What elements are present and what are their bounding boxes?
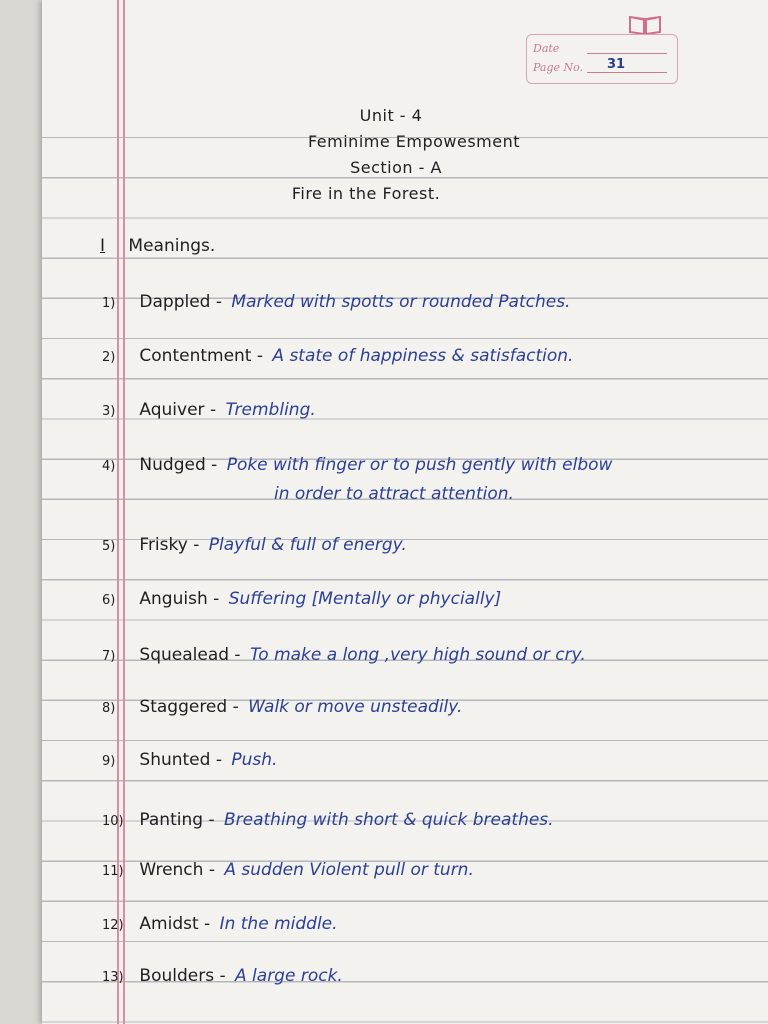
- entry-definition: A large rock.: [235, 966, 343, 986]
- meaning-entry: [102, 810, 554, 830]
- unit-heading: Unit - 4: [359, 106, 423, 125]
- entry-term: Dappled -: [139, 292, 223, 312]
- entry-term: Shunted -: [139, 750, 222, 770]
- entry-term: Squealead -: [139, 645, 241, 665]
- topic-heading: Feminime Empowesment: [307, 132, 521, 151]
- entry-definition-continued: in order to attract attention.: [274, 484, 514, 504]
- lesson-title: Fire in the Forest.: [291, 184, 441, 203]
- entry-number: 12): [102, 918, 124, 933]
- section-heading: Section - A: [350, 158, 442, 177]
- entry-term: Anguish -: [139, 589, 220, 609]
- meaning-entry: [102, 292, 570, 312]
- section-number: I: [100, 236, 106, 256]
- entry-term: Wrench -: [139, 860, 215, 880]
- meaning-entry: [102, 535, 407, 555]
- entry-term: Staggered -: [139, 697, 239, 717]
- date-label: Date: [533, 42, 560, 55]
- open-book-icon: [628, 14, 662, 36]
- entry-number: 8): [102, 701, 116, 716]
- meaning-entry: [102, 966, 343, 986]
- entry-number: 4): [102, 459, 116, 474]
- entry-number: 10): [102, 814, 124, 829]
- date-page-box: [526, 34, 678, 84]
- entry-definition: A state of happiness & satisfaction.: [272, 346, 574, 366]
- meaning-entry: [102, 455, 612, 475]
- meaning-entry: [102, 589, 501, 609]
- entry-term: Panting -: [139, 810, 215, 830]
- entry-definition: Poke with finger or to push gently with elbow: [226, 455, 613, 475]
- entry-definition: A sudden Violent pull or turn.: [224, 860, 474, 880]
- page-number-line: [587, 72, 667, 73]
- entry-definition: Push.: [231, 750, 278, 770]
- entry-term: Contentment -: [139, 346, 264, 366]
- entry-number: 2): [102, 350, 116, 365]
- entry-term: Amidst -: [139, 914, 211, 934]
- entry-number: 11): [102, 864, 124, 879]
- meaning-entry: [102, 697, 462, 717]
- meaning-entry: [102, 400, 316, 420]
- entry-term: Boulders -: [139, 966, 226, 986]
- meaning-entry: [102, 346, 573, 366]
- entry-term: Frisky -: [139, 535, 200, 555]
- meaning-entry: [102, 645, 586, 665]
- entry-definition: Breathing with short & quick breathes.: [223, 810, 554, 830]
- date-line: [587, 53, 667, 54]
- entry-number: 6): [102, 593, 116, 608]
- entry-definition: To make a long ,very high sound or cry.: [249, 645, 586, 665]
- entry-term: Aquiver -: [139, 400, 217, 420]
- meaning-entry: [102, 750, 277, 770]
- entry-definition: Playful & full of energy.: [208, 535, 407, 555]
- entry-term: Nudged -: [139, 455, 218, 475]
- entry-definition: Walk or move unsteadily.: [248, 697, 463, 717]
- meaning-entry: [102, 860, 474, 880]
- entry-number: 5): [102, 539, 116, 554]
- entry-number: 3): [102, 404, 116, 419]
- entry-definition: Suffering [Mentally or phycially]: [228, 589, 502, 609]
- entry-number: 7): [102, 649, 116, 664]
- meaning-entry: [102, 914, 338, 934]
- entry-definition: Trembling.: [225, 400, 316, 420]
- section-title: Meanings.: [128, 236, 216, 256]
- entry-definition: In the middle.: [219, 914, 338, 934]
- entry-number: 9): [102, 754, 116, 769]
- meanings-section-title: [100, 236, 215, 256]
- entry-number: 13): [102, 970, 124, 985]
- page-number-label: Page No.: [533, 61, 584, 74]
- page-number: 31: [607, 57, 626, 72]
- notebook-page: [42, 0, 768, 1024]
- entry-number: 1): [102, 296, 116, 311]
- entry-definition: Marked with spotts or rounded Patches.: [231, 292, 571, 312]
